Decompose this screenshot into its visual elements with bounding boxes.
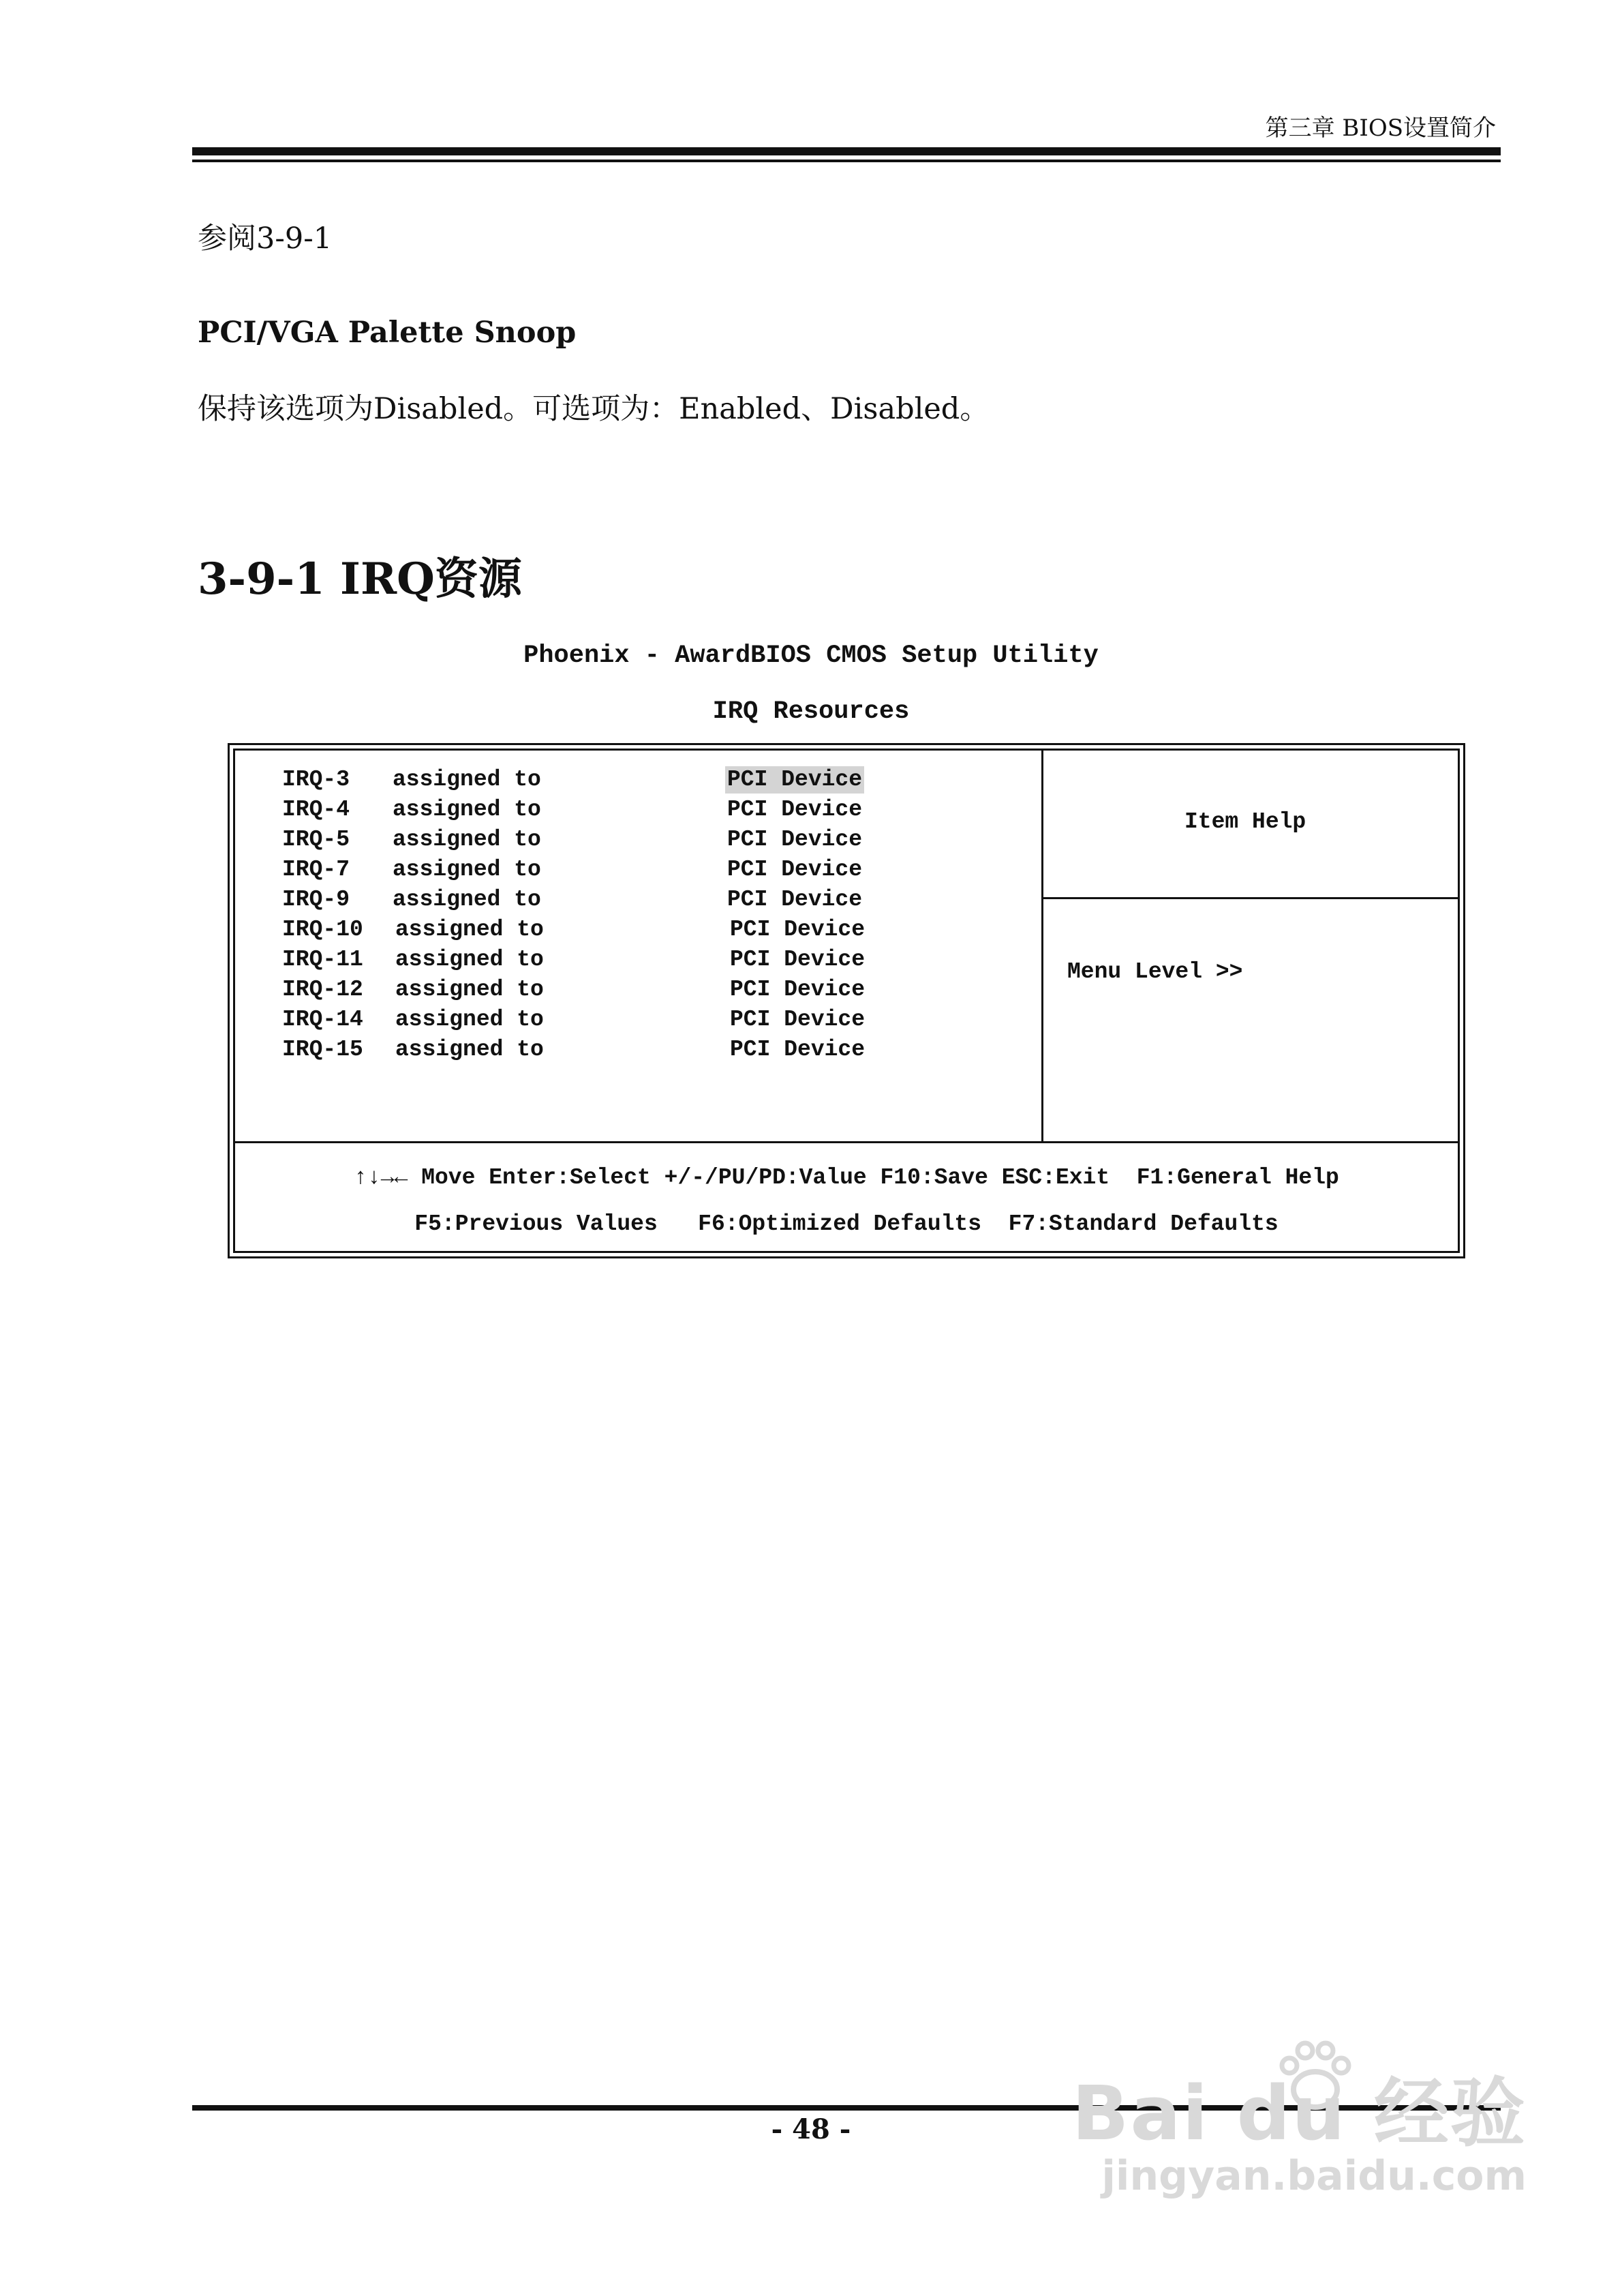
item-help-heading: Item Help bbox=[1184, 809, 1306, 834]
bios-key-help-line2: F5:Previous Values F6:Optimized Defaults F7:Standard Defaults bbox=[414, 1211, 1279, 1237]
irq-assigned-label: assigned to bbox=[395, 1037, 544, 1062]
option-description: 保持该选项为Disabled。可选项为：Enabled、Disabled。 bbox=[198, 392, 990, 426]
irq-value[interactable]: PCI Device bbox=[727, 887, 863, 912]
irq-assigned-label: assigned to bbox=[393, 827, 541, 852]
irq-assigned-label: assigned to bbox=[393, 797, 541, 822]
irq-assigned-label: assigned to bbox=[395, 977, 544, 1002]
irq-label: IRQ-12 bbox=[282, 977, 363, 1002]
bios-title: Phoenix - AwardBIOS CMOS Setup Utility bbox=[523, 641, 1099, 670]
option-title: PCI/VGA Palette Snoop bbox=[198, 316, 577, 350]
irq-assigned-label: assigned to bbox=[393, 857, 541, 882]
irq-label: IRQ-5 bbox=[282, 827, 350, 852]
bios-help-divider bbox=[1043, 897, 1460, 899]
irq-assigned-label: assigned to bbox=[395, 917, 544, 942]
bios-footer-divider bbox=[233, 1141, 1460, 1143]
page-number: - 48 - bbox=[771, 2113, 851, 2145]
irq-value[interactable]: PCI Device bbox=[730, 1037, 866, 1062]
header-rule-thick bbox=[192, 147, 1501, 155]
bios-subtitle: IRQ Resources bbox=[712, 697, 910, 726]
header-rule-thin bbox=[192, 160, 1501, 162]
irq-label: IRQ-4 bbox=[282, 797, 350, 822]
irq-assigned-label: assigned to bbox=[395, 947, 544, 972]
irq-label: IRQ-10 bbox=[282, 917, 363, 942]
irq-label: IRQ-3 bbox=[282, 767, 350, 792]
irq-value[interactable]: PCI Device bbox=[730, 977, 866, 1002]
watermark-url: jingyan.baidu.com bbox=[1101, 2152, 1527, 2200]
irq-value[interactable]: PCI Device bbox=[730, 917, 866, 942]
irq-assigned-label: assigned to bbox=[395, 1007, 544, 1032]
chapter-header: 第三章 BIOS设置简介 bbox=[1265, 115, 1496, 142]
irq-value[interactable]: PCI Device bbox=[727, 857, 863, 882]
irq-label: IRQ-15 bbox=[282, 1037, 363, 1062]
reference-text: 参阅3-9-1 bbox=[198, 222, 333, 256]
baidu-watermark bbox=[1072, 2072, 1527, 2198]
section-title: 3-9-1 IRQ资源 bbox=[198, 554, 522, 605]
irq-value[interactable]: PCI Device bbox=[725, 766, 864, 794]
paw-icon bbox=[1274, 2038, 1356, 2113]
irq-label: IRQ-14 bbox=[282, 1007, 363, 1032]
bios-key-help-line1: ↑↓→← Move Enter:Select +/-/PU/PD:Value F10:Save ESC:Exit F1:General Help bbox=[354, 1165, 1339, 1190]
bios-divider-vertical bbox=[1041, 749, 1043, 1143]
irq-value[interactable]: PCI Device bbox=[730, 947, 866, 972]
irq-value[interactable]: PCI Device bbox=[727, 797, 863, 822]
irq-assigned-label: assigned to bbox=[393, 887, 541, 912]
irq-label: IRQ-9 bbox=[282, 887, 350, 912]
irq-value[interactable]: PCI Device bbox=[727, 827, 863, 852]
irq-label: IRQ-11 bbox=[282, 947, 363, 972]
irq-value[interactable]: PCI Device bbox=[730, 1007, 866, 1032]
irq-assigned-label: assigned to bbox=[393, 767, 541, 792]
irq-label: IRQ-7 bbox=[282, 857, 350, 882]
watermark-brand: Bai du 经验 bbox=[1071, 2070, 1527, 2157]
menu-level-text: Menu Level >> bbox=[1067, 959, 1243, 984]
